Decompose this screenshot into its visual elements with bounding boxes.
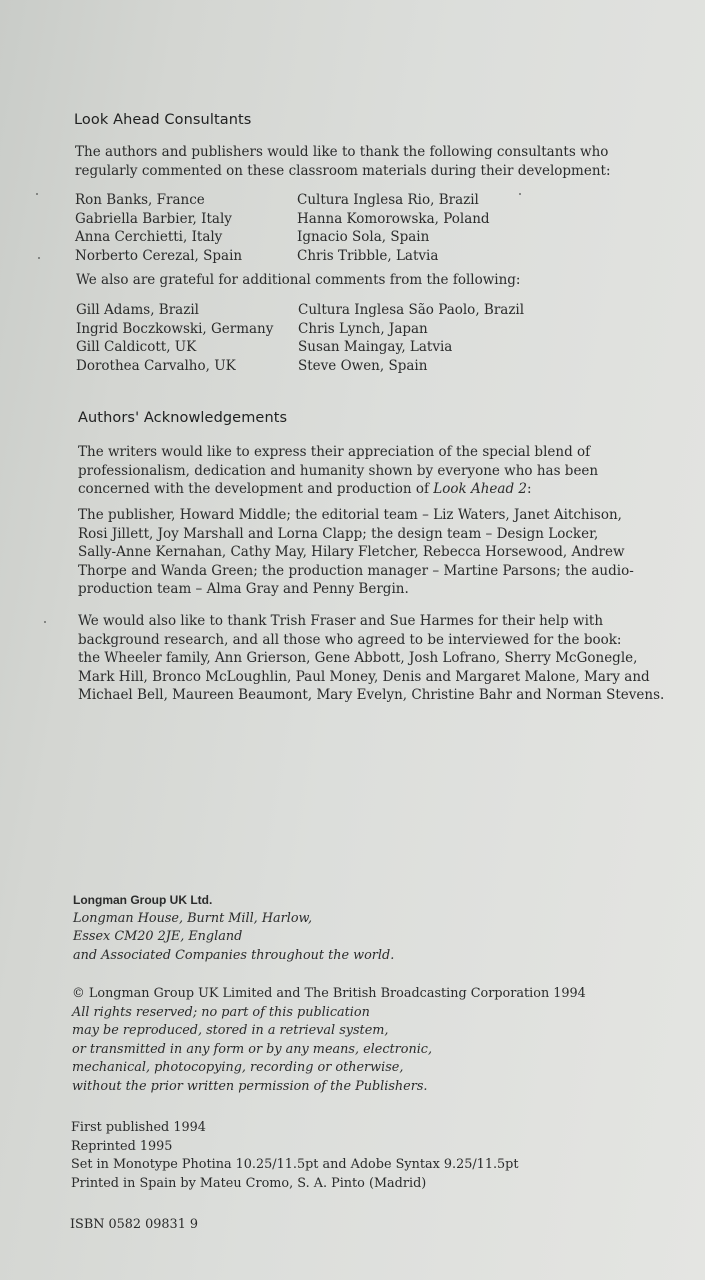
paper-speck [38,257,40,259]
text-line: The writers would like to express their appreciation of the special blend of [78,444,591,460]
history-line: Printed in Spain by Mateu Cromo, S. A. Pinto (Madrid) [71,1175,427,1191]
text-line: professionalism, dedication and humanity shown by everyone who has been [78,462,599,479]
text-line: Rosi Jillett, Joy Marshall and Lorna Clapp; the design team – Design Locker, [78,525,599,542]
text-line: Sally-Anne Kernahan, Cathy May, Hilary Fletcher, Rebecca Horsewood, Andrew [78,544,625,560]
rights-line: without the prior written permission of the Publishers. [72,1078,428,1094]
consultants-heading: Look Ahead Consultants [74,112,252,128]
acknowledgements-para-3 [78,612,678,705]
rights-line: or transmitted in any form or by any means, electronic, [72,1041,433,1057]
rights-line: All rights reserved; no part of this publication [72,1004,370,1020]
isbn: ISBN 0582 09831 9 [70,1217,199,1232]
address-line: and Associated Companies throughout the world. [73,947,395,963]
copyright-line: © Longman Group UK Limited and The British Broadcasting Corporation 1994 [72,986,586,1001]
text-line: Thorpe and Wanda Green; the production manager – Martine Parsons; the audio- [78,562,634,579]
text-line: Michael Bell, Maureen Beaumont, Mary Evelyn, Christine Bahr and Norman Stevens. [78,687,665,703]
text-line: We would also like to thank Trish Fraser and Sue Harmes for their help with [78,613,604,629]
imprint-history [71,1119,681,1193]
text-line [78,480,658,499]
history-line: Set in Monotype Photina 10.25/11.5pt and Adobe Syntax 9.25/11.5pt [71,1157,519,1173]
consultant-name: Norberto Cerezal, Spain [75,247,243,264]
additional-comments-line: We also are grateful for additional comments from the following: [76,272,521,288]
text-fragment: concerned with the development and production of [78,481,434,497]
text-line: the Wheeler family, Ann Grierson, Gene Abbott, Josh Lofrano, Sherry McGonegle, [78,650,638,666]
address-line: Longman House, Burnt Mill, Harlow, [73,910,313,926]
history-line: Reprinted 1995 [71,1138,173,1154]
commenter-name: Susan Maingay, Latvia [298,339,453,355]
consultants-intro-line: The authors and publishers would like to thank the following consultants who [75,144,609,160]
commenter-name: Steve Owen, Spain [298,357,428,374]
rights-line: may be reproduced, stored in a retrieval system, [72,1023,389,1039]
rights-line: mechanical, photocopying, recording or otherwise, [72,1060,404,1076]
text-line: Mark Hill, Bronco McLoughlin, Paul Money, Denis and Margaret Malone, Mary and [78,668,650,685]
consultant-name: Gabriella Barbier, Italy [75,210,232,227]
history-line: First published 1994 [71,1120,206,1135]
paper-speck [36,193,38,195]
consultants-intro-line: regularly commented on these classroom materials during their development: [75,162,611,179]
imprint-publisher [73,891,633,965]
commenter-name: Chris Lynch, Japan [298,320,428,337]
consultant-name: Anna Cerchietti, Italy [75,229,223,245]
consultant-name: Chris Tribble, Latvia [297,247,439,264]
additional-list [76,301,558,375]
consultants-list [75,191,557,265]
consultant-name: Cultura Inglesa Rio, Brazil [297,192,479,208]
commenter-name: Cultura Inglesa São Paolo, Brazil [298,302,525,318]
commenter-name: Gill Caldicott, UK [76,339,197,355]
acknowledgements-heading: Authors' Acknowledgements [78,410,288,426]
paper-speck [519,193,521,195]
publisher-name: Longman Group UK Ltd. [73,893,213,907]
book-title: Look Ahead 2 [433,481,527,497]
paper-speck [44,621,46,623]
commenter-name: Ingrid Boczkowski, Germany [76,320,274,337]
consultants-intro [75,143,635,180]
text-line: production team – Alma Gray and Penny Bergin. [78,581,409,597]
address-line: Essex CM20 2JE, England [73,929,243,945]
text-line: The publisher, Howard Middle; the editorial team – Liz Waters, Janet Aitchison, [78,507,622,523]
imprint-copyright [72,985,682,1097]
commenter-name: Gill Adams, Brazil [76,302,199,318]
acknowledgements-para-2 [78,506,678,599]
text-line: background research, and all those who agreed to be interviewed for the book: [78,631,622,648]
consultant-name: Ron Banks, France [75,192,205,208]
commenter-name: Dorothea Carvalho, UK [76,357,236,374]
consultant-name: Hanna Komorowska, Poland [297,210,490,227]
acknowledgements-para-1 [78,443,658,499]
consultant-name: Ignacio Sola, Spain [297,229,430,245]
text-fragment: : [527,481,532,497]
